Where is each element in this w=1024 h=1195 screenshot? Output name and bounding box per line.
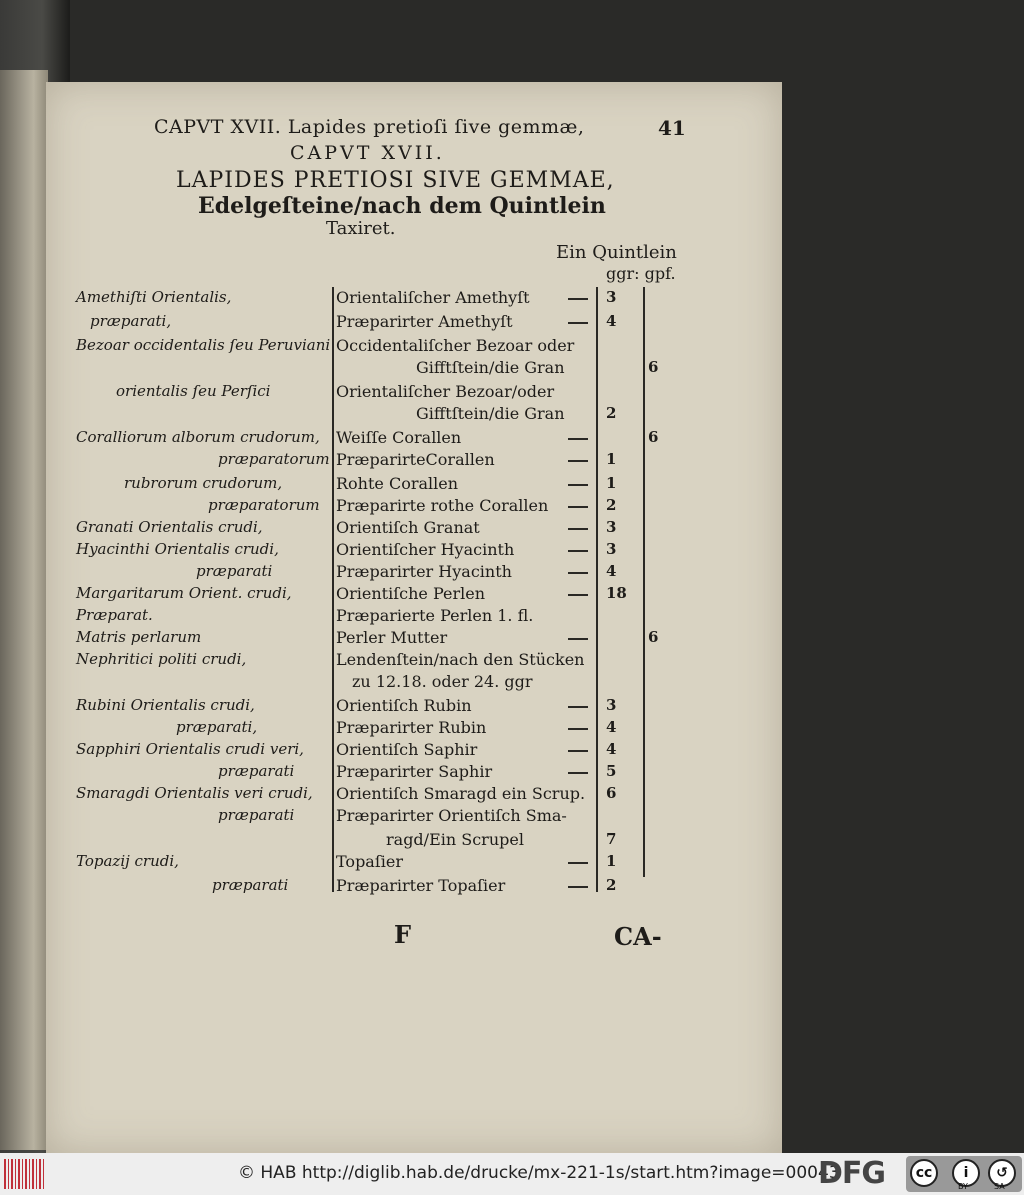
latin-name: Topazij crudi,	[76, 852, 179, 870]
price-ggr: 5	[606, 762, 617, 780]
chapter-subtitle: Edelgeſteine/nach dem Quintlein	[198, 193, 606, 219]
leader-dash	[568, 728, 588, 730]
dfg-logo: DFG	[818, 1156, 886, 1191]
price-gpf: 6	[648, 358, 659, 376]
latin-name: Hyacinthi Orientalis crudi,	[76, 540, 279, 558]
german-name: Præparierte Perlen 1. fl.	[336, 606, 534, 625]
latin-name: præparati	[218, 762, 295, 780]
latin-name: Bezoar occidentalis ſeu Peruviani	[76, 336, 331, 354]
price-ggr: 1	[606, 450, 617, 468]
leader-dash	[568, 706, 588, 708]
leader-dash	[568, 484, 588, 486]
leader-dash	[568, 750, 588, 752]
hab-logo-icon	[4, 1159, 44, 1189]
german-name: ragd/Ein Scrupel	[386, 830, 524, 849]
price-gpf: 6	[648, 428, 659, 446]
price-ggr: 2	[606, 496, 617, 514]
latin-name: rubrorum crudorum,	[124, 474, 283, 492]
latin-name: Rubini Orientalis crudi,	[76, 696, 255, 714]
latin-name: Sapphiri Orientalis crudi veri,	[76, 740, 304, 758]
price-ggr: 3	[606, 288, 617, 306]
german-name: Orientaliſcher Bezoar/oder	[336, 382, 555, 401]
chapter-heading: CAPVT XVII.	[290, 142, 445, 164]
viewer-footer-bar	[0, 1153, 1024, 1195]
german-name: Gifftſtein/die Gran	[416, 358, 565, 377]
german-name: Orientaliſcher Amethyſt	[336, 288, 530, 307]
column-header-price: Ein Quintlein	[556, 242, 677, 263]
previous-page-edge	[0, 70, 48, 1150]
sa-icon: ↺	[988, 1159, 1016, 1187]
signature-mark: F	[394, 920, 412, 949]
latin-name: Margaritarum Orient. crudi,	[76, 584, 292, 602]
price-ggr: 4	[606, 740, 617, 758]
cc-sa-label: SA	[994, 1182, 1005, 1191]
leader-dash	[568, 572, 588, 574]
price-ggr: 18	[606, 584, 627, 602]
german-name: zu 12.18. oder 24. ggr	[352, 672, 533, 691]
german-name: Præparirte rothe Corallen	[336, 496, 549, 515]
german-name: Orientiſcher Hyacinth	[336, 540, 515, 559]
german-name: Occidentaliſcher Bezoar oder	[336, 336, 575, 355]
german-name: Orientiſch Saphir	[336, 740, 478, 759]
latin-name: Coralliorum alborum crudorum,	[76, 428, 320, 446]
price-gpf: 6	[648, 628, 659, 646]
german-name: Gifftſtein/die Gran	[416, 404, 565, 423]
leader-dash	[568, 506, 588, 508]
price-ggr: 7	[606, 830, 617, 848]
price-ggr: 2	[606, 876, 617, 894]
by-icon: i	[952, 1159, 980, 1187]
price-ggr: 4	[606, 312, 617, 330]
divider-ggr	[596, 287, 598, 892]
cc-license-badge[interactable]	[906, 1156, 1022, 1192]
latin-name: præparatorum	[218, 450, 330, 468]
price-ggr: 3	[606, 696, 617, 714]
german-name: Orientiſch Smaragd ein Scrup.	[336, 784, 586, 803]
leader-dash	[568, 438, 588, 440]
leader-dash	[568, 594, 588, 596]
german-name: Orientiſch Rubin	[336, 696, 472, 715]
leader-dash	[568, 460, 588, 462]
leader-dash	[568, 528, 588, 530]
price-ggr: 2	[606, 404, 617, 422]
column-header-units: ggr: gpf.	[606, 264, 676, 283]
latin-name: præparati,	[176, 718, 258, 736]
cc-by-label: BY	[958, 1182, 968, 1191]
leader-dash	[568, 298, 588, 300]
german-name: Perler Mutter	[336, 628, 448, 647]
price-ggr: 3	[606, 518, 617, 536]
latin-name: præparati	[218, 806, 295, 824]
german-name: Weiſſe Corallen	[336, 428, 462, 447]
latin-name: præparati,	[90, 312, 172, 330]
leader-dash	[568, 638, 588, 640]
price-ggr: 3	[606, 540, 617, 558]
leader-dash	[568, 550, 588, 552]
price-ggr: 4	[606, 562, 617, 580]
leader-dash	[568, 772, 588, 774]
german-name: Rohte Corallen	[336, 474, 459, 493]
latin-name: orientalis ſeu Perſici	[116, 382, 271, 400]
page-number: 41	[658, 116, 686, 140]
divider-latin-german	[332, 287, 334, 892]
german-name: Præparirter Orientiſch Sma-	[336, 806, 567, 825]
cc-icon: cc	[910, 1159, 938, 1187]
german-name: Præparirter Saphir	[336, 762, 493, 781]
price-ggr: 4	[606, 718, 617, 736]
german-name: Præparirter Topaſier	[336, 876, 506, 895]
leader-dash	[568, 322, 588, 324]
german-name: Orientiſche Perlen	[336, 584, 485, 603]
chapter-subtitle-2: Taxiret.	[326, 218, 396, 239]
latin-name: præparatorum	[208, 496, 320, 514]
document-page	[46, 82, 782, 1154]
price-ggr: 1	[606, 474, 617, 492]
latin-name: præparati	[212, 876, 289, 894]
latin-name: Matris perlarum	[76, 628, 202, 646]
credit-link[interactable]: © HAB http://diglib.hab.de/drucke/mx-221-1s/start.htm?image=00043	[238, 1163, 840, 1183]
catchword: CA-	[614, 922, 662, 951]
leader-dash	[568, 862, 588, 864]
latin-name: Smaragdi Orientalis veri crudi,	[76, 784, 313, 802]
german-name: Præparirter Amethyſt	[336, 312, 513, 331]
leader-dash	[568, 886, 588, 888]
running-title: CAPVT XVII. Lapides pretioſi ſive gemmæ,	[154, 116, 585, 138]
german-name: Præparirter Rubin	[336, 718, 487, 737]
latin-name: præparati	[196, 562, 273, 580]
german-name: PræparirteCorallen	[336, 450, 495, 469]
latin-name: Nephritici politi crudi,	[76, 650, 247, 668]
latin-name: Granati Orientalis crudi,	[76, 518, 263, 536]
german-name: Præparirter Hyacinth	[336, 562, 512, 581]
price-ggr: 6	[606, 784, 617, 802]
chapter-title: LAPIDES PRETIOSI SIVE GEMMAE,	[176, 168, 615, 193]
divider-gpf	[643, 287, 645, 877]
latin-name: Præparat.	[76, 606, 153, 624]
price-ggr: 1	[606, 852, 617, 870]
german-name: Topaſier	[336, 852, 403, 871]
german-name: Orientiſch Granat	[336, 518, 480, 537]
german-name: Lendenſtein/nach den Stücken	[336, 650, 585, 669]
latin-name: Amethiſti Orientalis,	[76, 288, 232, 306]
